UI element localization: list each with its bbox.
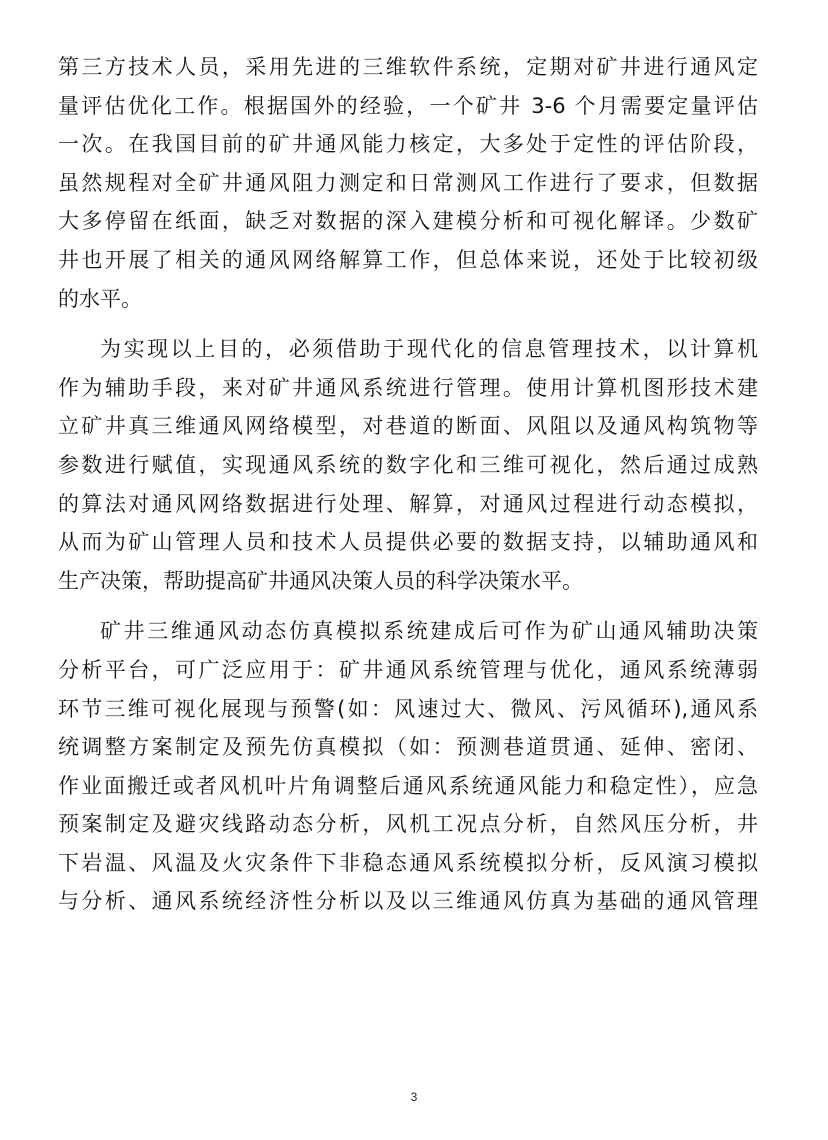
- text-line: 矿井三维通风动态仿真模拟系统建成后可作为矿山通风辅助决策: [100, 619, 758, 644]
- text-line: 预案制定及避灾线路动态分析，风机工况点分析，自然风压分析，井: [58, 812, 758, 837]
- text-line: 作为辅助手段，来对矿井通风系统进行管理。使用计算机图形技术建: [58, 375, 758, 400]
- text-line: 与分析、通风系统经济性分析以及以三维通风仿真为基础的通风管理: [58, 889, 758, 914]
- text-line: 的算法对通风网络数据进行处理、解算，对通风过程进行动态模拟，: [58, 491, 758, 516]
- paragraph-1: [58, 48, 758, 318]
- text-line: 井也开展了相关的通风网络解算工作，但总体来说，还处于比较初级: [58, 247, 758, 272]
- text-line: 统调整方案制定及预先仿真模拟（如：预测巷道贯通、延伸、密闭、: [58, 735, 758, 760]
- text-line: 作业面搬迁或者风机叶片角调整后通风系统通风能力和稳定性），应急: [58, 773, 758, 798]
- page-number: 3: [410, 1090, 418, 1104]
- text-line: 下岩温、风温及火灾条件下非稳态通风系统模拟分析，反风演习模拟: [58, 850, 758, 875]
- text-line: 参数进行赋值，实现通风系统的数字化和三维可视化，然后通过成熟: [58, 452, 758, 477]
- text-line: 环节三维可视化展现与预警(如：风速过大、微风、污风循环),通风系: [58, 696, 758, 721]
- document-body: [58, 48, 758, 921]
- text-line: 立矿井真三维通风网络模型，对巷道的断面、风阻以及通风构筑物等: [58, 414, 758, 439]
- text-line: 一次。在我国目前的矿井通风能力核定，大多处于定性的评估阶段，: [58, 132, 758, 157]
- text-line: 第三方技术人员，采用先进的三维软件系统，定期对矿井进行通风定: [58, 55, 758, 79]
- text-line: 量评估优化工作。根据国外的经验，一个矿井 3-6 个月需要定量评估: [58, 93, 758, 118]
- text-line: 从而为矿山管理人员和技术人员提供必要的数据支持，以辅助通风和: [58, 530, 758, 555]
- paragraph-gap: [58, 318, 758, 330]
- paragraph-gap: [58, 600, 758, 612]
- paragraph-2: [58, 330, 758, 600]
- text-line: 大多停留在纸面，缺乏对数据的深入建模分析和可视化解译。少数矿: [58, 209, 758, 234]
- text-line: 的水平。: [58, 286, 142, 311]
- text-line: 为实现以上目的，必须借助于现代化的信息管理技术，以计算机: [100, 337, 758, 362]
- text-line: 生产决策，帮助提高矿井通风决策人员的科学决策水平。: [58, 568, 583, 593]
- text-line: 虽然规程对全矿井通风阻力测定和日常测风工作进行了要求，但数据: [58, 170, 758, 195]
- paragraph-3: [58, 612, 758, 921]
- text-line: 分析平台，可广泛应用于：矿井通风系统管理与优化，通风系统薄弱: [58, 657, 758, 682]
